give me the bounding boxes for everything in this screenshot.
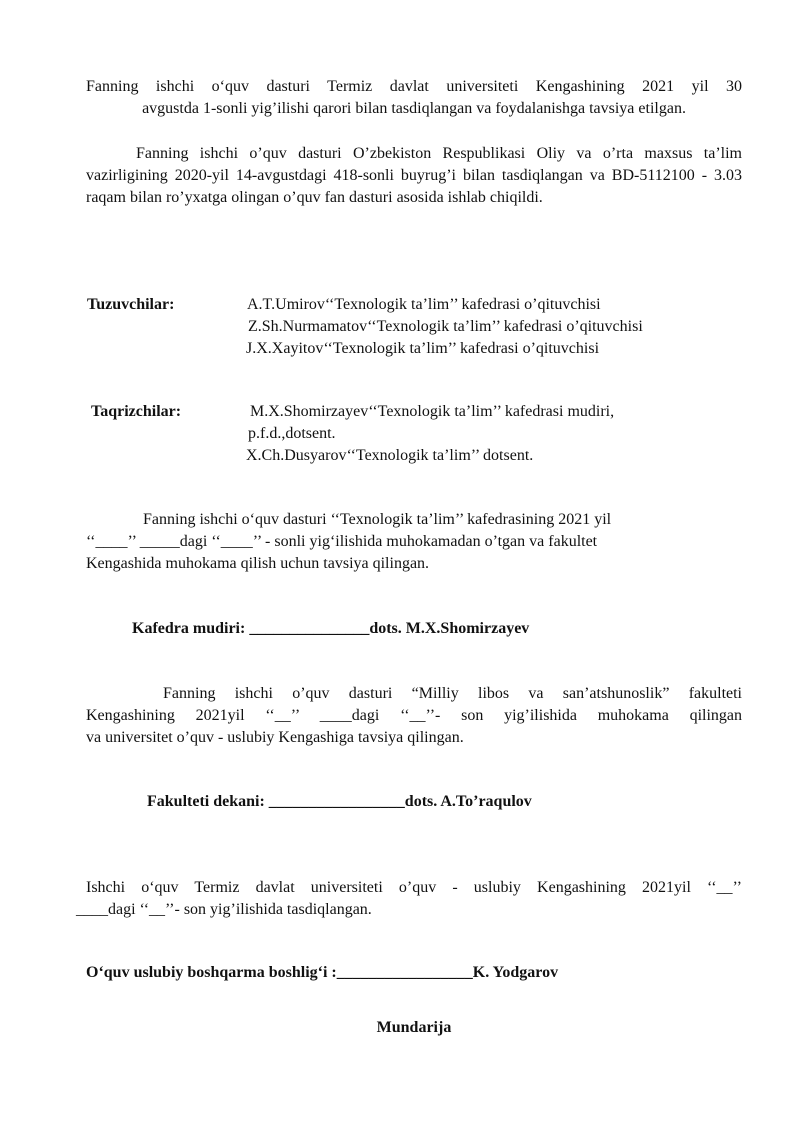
author-1: A.T.Umirov‘‘Texnologik ta’lim’’ kafedrasi o’qituvchisi xyxy=(247,296,601,313)
reviewer-1: M.X.Shomirzayev‘‘Texnologik ta’lim’’ kafedrasi mudiri, xyxy=(250,403,615,420)
approval-line-2: avgustda 1-sonli yig’ilishi qarori bilan tasdiqlangan va foydalanishga tavsiya etilgan. xyxy=(142,100,686,117)
approval-line-1: Fanning ishchi o‘quv dasturi Termiz davlat universiteti Kengashining 2021 yil 30 xyxy=(86,78,742,95)
department-head-signature xyxy=(132,618,529,640)
dean-text: Fakulteti dekani: _________________dots. A.To’raqulov xyxy=(147,793,532,810)
faculty-line-3: va universitet o’quv - uslubiy Kengashiga tavsiya qilingan. xyxy=(86,729,464,746)
authors-block xyxy=(0,294,800,364)
author-3: J.X.Xayitov‘‘Texnologik ta’lim’’ kafedrasi o’qituvchisi xyxy=(246,340,600,357)
methodology-head-text: O‘quv uslubiy boshqarma boshlig‘i :_________________K. Yodgarov xyxy=(86,964,559,981)
department-line-1: Fanning ishchi o‘quv dasturi ‘‘Texnologik ta’lim’’ kafedrasining 2021 yil xyxy=(143,511,612,528)
department-line-2: ‘‘____’’ _____dagi ‘‘____’’ - sonli yig‘ilishida muhokamadan o’tgan va fakultet xyxy=(86,533,598,550)
university-line-1: Ishchi o‘quv Termiz davlat universiteti o’quv - uslubiy Kengashining 2021yil ‘‘__’’ xyxy=(86,879,742,896)
university-paragraph xyxy=(76,877,742,921)
university-line-2: ____dagi ‘‘__’’- son yig’ilishida tasdiqlangan. xyxy=(76,901,372,918)
faculty-paragraph xyxy=(86,683,742,749)
reviewers-label: Taqrizchilar: xyxy=(91,403,182,420)
faculty-line-1: Fanning ishchi o’quv dasturi “Milliy libos va san’atshunoslik” fakulteti xyxy=(163,685,742,702)
program-text: Fanning ishchi o’quv dasturi O’zbekiston Respublikasi Oliy va o’rta maxsus ta’lim vazirligining 2020-yil 14-avgustdagi 418-sonli buyrug’i bilan tasdiqlangan va BD-5112100 - 3.03 raqam bilan ro’yxatga olingan o’quv fan dasturi asosida ishlab chiqildi. xyxy=(86,145,742,206)
department-line-3: Kengashida muhokama qilish uchun tavsiya qilingan. xyxy=(86,555,430,572)
contents-heading xyxy=(0,1017,800,1039)
reviewer-1-title: p.f.d.,dotsent. xyxy=(248,425,336,442)
approval-paragraph xyxy=(86,76,742,120)
author-2: Z.Sh.Nurmamatov‘‘Texnologik ta’lim’’ kafedrasi o’qituvchisi xyxy=(248,318,643,335)
dean-signature xyxy=(147,791,532,813)
reviewers-block xyxy=(0,401,800,471)
reviewer-2: X.Ch.Dusyarov‘‘Texnologik ta’lim’’ dotsent. xyxy=(246,447,534,464)
methodology-head-signature xyxy=(86,962,558,984)
department-head-text: Kafedra mudiri: _______________dots. M.X.Shomirzayev xyxy=(132,620,530,637)
contents-heading-text: Mundarija xyxy=(376,1019,452,1036)
faculty-line-2: Kengashining 2021yil ‘‘__’’ ____dagi ‘‘__’’- son yig’ilishida muhokama qilingan xyxy=(86,707,742,724)
department-paragraph xyxy=(86,509,746,575)
authors-label: Tuzuvchilar: xyxy=(87,296,175,313)
program-paragraph xyxy=(86,143,742,209)
